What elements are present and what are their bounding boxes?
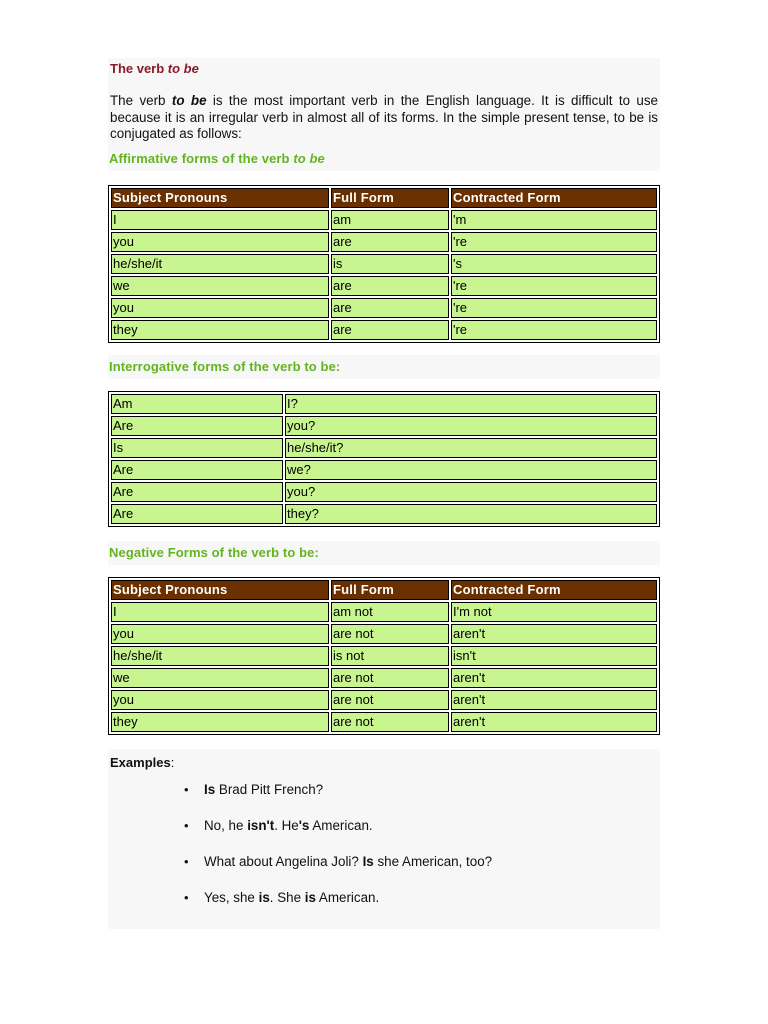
table-cell: is (331, 254, 449, 274)
table-row (111, 438, 657, 458)
affirmative-heading-emphasis: to be (293, 150, 325, 166)
table-row (111, 394, 657, 414)
table-cell: I? (285, 394, 657, 414)
table-cell: I (111, 602, 329, 622)
examples-list (110, 781, 658, 925)
table-cell: are (331, 232, 449, 252)
table-row (111, 320, 657, 340)
examples-label-colon: : (170, 754, 175, 770)
example-text: she American, too? (373, 853, 493, 869)
example-text: American. (315, 889, 380, 905)
table-cell: 're (451, 320, 657, 340)
table-cell: I (111, 210, 329, 230)
table-cell: you? (285, 416, 657, 436)
bullet-icon: • (184, 817, 189, 833)
table-cell: we (111, 276, 329, 296)
negative-table (108, 577, 660, 735)
example-item (182, 889, 658, 925)
table-cell: 's (451, 254, 657, 274)
table-cell: am (331, 210, 449, 230)
table-cell: are not (331, 624, 449, 644)
table-cell: aren't (451, 690, 657, 710)
affirmative-table (108, 185, 660, 343)
bullet-icon: • (184, 889, 189, 905)
intro-text-end: is the most important verb in the English language. It is difficult to use because it is an irregular verb in almost all of its forms. In the simple present tense, to be is conjugated as follows: (110, 93, 658, 141)
table-cell: they (111, 320, 329, 340)
interrogative-heading: Interrogative forms of the verb to be: (109, 358, 341, 374)
table-row (111, 624, 657, 644)
table-cell: they? (285, 504, 657, 524)
table-cell: is not (331, 646, 449, 666)
table-cell: aren't (451, 624, 657, 644)
example-text: American. (309, 817, 373, 833)
example-bold-text: is (258, 889, 270, 905)
table-cell: he/she/it? (285, 438, 657, 458)
example-bold-text: Is (204, 781, 216, 797)
table-cell: isn't (451, 646, 657, 666)
intro-section (108, 58, 660, 171)
table-row (111, 298, 657, 318)
table-cell: you (111, 624, 329, 644)
negative-heading: Negative Forms of the verb to be: (109, 544, 319, 560)
table-cell: they (111, 712, 329, 732)
example-bold-text: isn't (247, 817, 275, 833)
intro-text-start: The verb (110, 93, 172, 108)
bullet-icon: • (184, 781, 189, 797)
table-row (111, 254, 657, 274)
interrogative-table (108, 391, 660, 527)
column-header: Contracted Form (451, 580, 657, 600)
table-row (111, 232, 657, 252)
table-row (111, 646, 657, 666)
table-cell: are not (331, 690, 449, 710)
intro-paragraph (108, 83, 660, 147)
column-header: Subject Pronouns (111, 188, 329, 208)
table-cell: he/she/it (111, 646, 329, 666)
interrogative-body (111, 394, 657, 524)
example-text: What about Angelina Joli? (204, 853, 363, 869)
title-emphasis: to be (167, 61, 199, 76)
table-cell: Are (111, 482, 283, 502)
examples-section (108, 749, 660, 929)
table-row (111, 690, 657, 710)
example-text: No, he (204, 817, 248, 833)
affirmative-header-row (111, 188, 657, 208)
table-cell: you (111, 232, 329, 252)
affirmative-heading-prefix: Affirmative forms of the verb (109, 150, 294, 166)
example-text: Yes, she (204, 889, 259, 905)
table-row (111, 504, 657, 524)
column-header: Full Form (331, 580, 449, 600)
table-cell: aren't (451, 668, 657, 688)
table-row (111, 668, 657, 688)
negative-body (111, 602, 657, 732)
table-cell: we? (285, 460, 657, 480)
table-cell: you (111, 298, 329, 318)
table-row (111, 602, 657, 622)
table-cell: you? (285, 482, 657, 502)
table-row (111, 712, 657, 732)
table-row (111, 482, 657, 502)
example-text: . He (274, 817, 299, 833)
table-cell: are (331, 298, 449, 318)
table-row (111, 416, 657, 436)
table-row (111, 276, 657, 296)
table-cell: Are (111, 504, 283, 524)
affirmative-body (111, 210, 657, 340)
table-cell: Is (111, 438, 283, 458)
table-cell: 're (451, 276, 657, 296)
table-row (111, 210, 657, 230)
table-cell: Are (111, 416, 283, 436)
table-cell: are (331, 320, 449, 340)
intro-bold: to be (171, 93, 207, 108)
table-cell: 'm (451, 210, 657, 230)
table-cell: 're (451, 232, 657, 252)
table-cell: are (331, 276, 449, 296)
table-cell: we (111, 668, 329, 688)
table-cell: you (111, 690, 329, 710)
column-header: Full Form (331, 188, 449, 208)
negative-header-row (111, 580, 657, 600)
table-cell: Are (111, 460, 283, 480)
column-header: Contracted Form (451, 188, 657, 208)
table-cell: are not (331, 712, 449, 732)
table-cell: am not (331, 602, 449, 622)
example-bold-text: is (304, 889, 316, 905)
example-item (182, 781, 658, 817)
title-prefix: The verb (110, 61, 168, 76)
table-cell: 're (451, 298, 657, 318)
table-cell: he/she/it (111, 254, 329, 274)
example-text: . She (269, 889, 305, 905)
table-cell: are not (331, 668, 449, 688)
example-item (182, 817, 658, 853)
table-cell: Am (111, 394, 283, 414)
examples-label-text: Examples (110, 754, 171, 770)
table-cell: aren't (451, 712, 657, 732)
bullet-icon: • (184, 853, 189, 869)
page-title (108, 58, 660, 83)
column-header: Subject Pronouns (111, 580, 329, 600)
example-item (182, 853, 658, 889)
affirmative-heading (108, 147, 660, 171)
table-row (111, 460, 657, 480)
example-text: Brad Pitt French? (215, 781, 324, 797)
example-bold-text: Is (362, 853, 374, 869)
example-bold-text: 's (298, 817, 310, 833)
document-content (108, 58, 660, 929)
table-cell: I'm not (451, 602, 657, 622)
examples-label (110, 755, 658, 773)
